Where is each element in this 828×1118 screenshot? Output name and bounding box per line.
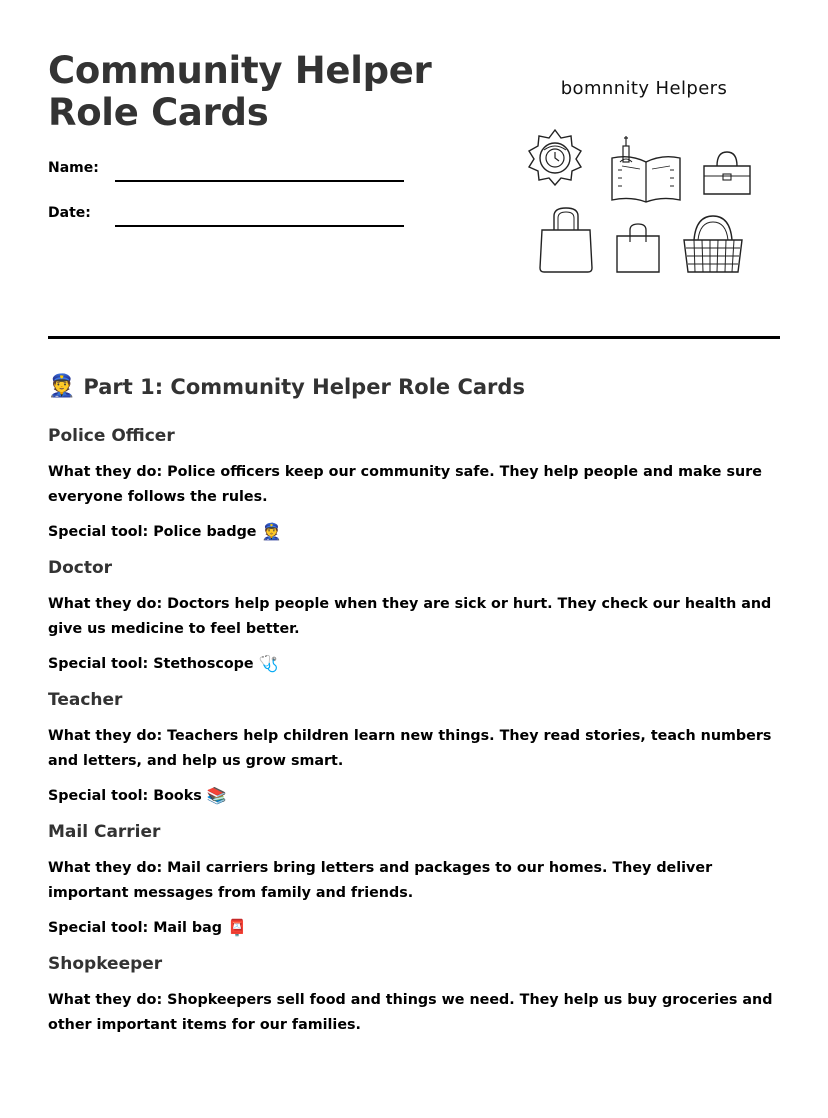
open-book-icon xyxy=(608,132,684,204)
header-divider xyxy=(48,336,780,339)
handbag-icon xyxy=(700,148,754,198)
part-1-title-text: Part 1: Community Helper Role Cards xyxy=(83,375,525,399)
name-label: Name: xyxy=(48,160,99,176)
police-badge-icon: 👮 xyxy=(261,522,282,541)
date-label: Date: xyxy=(48,205,91,221)
helper-card-mail-carrier xyxy=(48,820,780,940)
police-officer-icon: 👮 xyxy=(48,374,76,399)
badge-icon xyxy=(526,128,584,186)
page-title: Community Helper Role Cards xyxy=(48,49,432,134)
helper-name: Doctor xyxy=(48,558,113,578)
helper-description: What they do: Doctors help people when they are sick or hurt. They check our health and give us medicine to feel better. xyxy=(48,596,772,637)
helper-description: What they do: Mail carriers bring letters and packages to our homes. They deliver important messages from family and friends. xyxy=(48,860,713,901)
helper-description: What they do: Police officers keep our community safe. They help people and make sure everyone follows the rules. xyxy=(48,464,762,505)
name-line[interactable] xyxy=(115,180,404,182)
worksheet-page xyxy=(48,0,780,1033)
helper-card-teacher xyxy=(48,688,780,808)
part-1-section xyxy=(48,370,780,1048)
helper-tool xyxy=(48,916,780,940)
helper-tool-text: Special tool: Books xyxy=(48,788,202,804)
helper-tool xyxy=(48,784,780,808)
helper-tool xyxy=(48,652,780,676)
worksheet-header xyxy=(48,0,780,340)
helper-card-doctor xyxy=(48,556,780,676)
helper-name: Teacher xyxy=(48,690,123,710)
date-line[interactable] xyxy=(115,225,404,227)
name-field xyxy=(48,158,408,186)
helper-description: What they do: Shopkeepers sell food and things we need. They help us buy groceries and other important items for our families. xyxy=(48,992,773,1033)
books-icon: 📚 xyxy=(206,786,227,805)
helper-card-police-officer xyxy=(48,424,780,544)
brand-text: bomnnity Helpers xyxy=(560,78,728,99)
helper-name: Mail Carrier xyxy=(48,822,161,842)
date-field xyxy=(48,203,408,231)
mailbox-icon: 📮 xyxy=(226,918,247,937)
helper-tool-text: Special tool: Police badge xyxy=(48,524,257,540)
part-1-title xyxy=(48,370,780,404)
helper-name: Shopkeeper xyxy=(48,954,163,974)
helper-name: Police Officer xyxy=(48,426,175,446)
tote-bag-icon xyxy=(536,206,596,274)
helper-card-shopkeeper xyxy=(48,952,780,1038)
helper-tool-text: Special tool: Stethoscope xyxy=(48,656,254,672)
stethoscope-icon: 🩺 xyxy=(258,654,279,673)
helper-tool xyxy=(48,520,780,544)
shopping-bag-icon xyxy=(614,222,662,274)
helper-tool-text: Special tool: Mail bag xyxy=(48,920,222,936)
basket-icon xyxy=(682,214,744,274)
helper-description: What they do: Teachers help children learn new things. They read stories, teach numbers and letters, and help us grow smart. xyxy=(48,728,772,769)
helper-illustration xyxy=(526,126,758,280)
